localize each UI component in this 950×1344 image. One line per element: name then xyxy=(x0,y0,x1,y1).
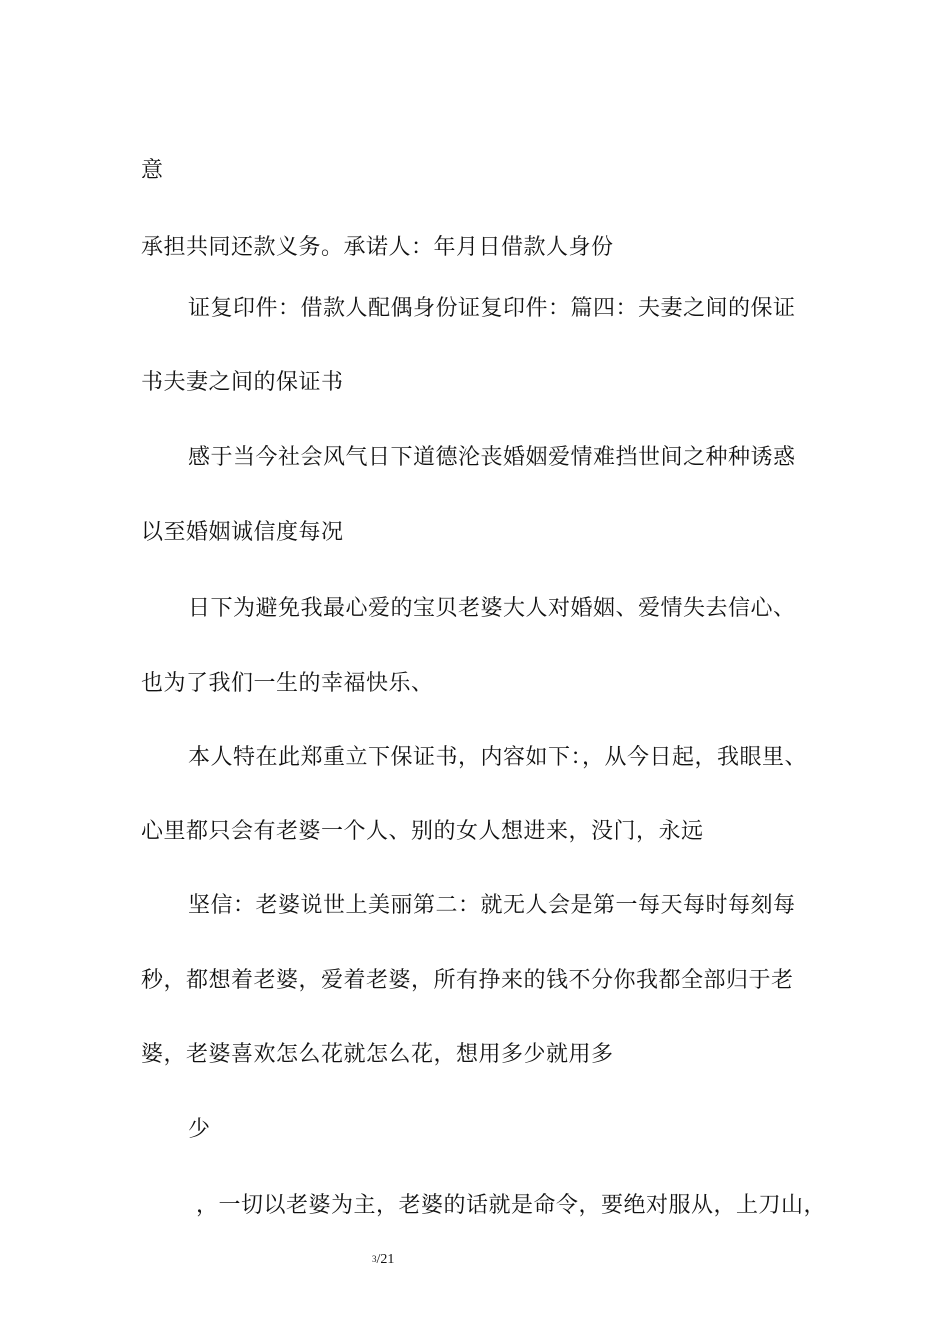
text-line: 婆，老婆喜欢怎么花就怎么花，想用多少就用多 xyxy=(141,1042,614,1067)
text-line: 少 xyxy=(188,1117,211,1142)
text-line: 感于当今社会风气日下道德沦丧婚姻爱情难挡世间之种种诱惑 xyxy=(188,445,796,470)
text-line: 坚信：老婆说世上美丽第二：就无人会是第一每天每时每刻每 xyxy=(188,893,796,918)
text-line: 本人特在此郑重立下保证书，内容如下：，从今日起，我眼里、 xyxy=(188,745,808,770)
text-line: 心里都只会有老婆一个人、别的女人想进来，没门，永远 xyxy=(141,819,704,844)
text-line: 以至婚姻诚信度每况 xyxy=(141,520,344,545)
text-line: 也为了我们一生的幸福快乐、 xyxy=(141,671,434,696)
text-line: 承担共同还款义务。承诺人：年月日借款人身份 xyxy=(141,235,614,260)
text-line: 书夫妻之间的保证书 xyxy=(141,370,344,395)
page-number-current: 3 xyxy=(372,1254,377,1264)
page-number-total: /21 xyxy=(376,1252,395,1267)
text-line: 秒，都想着老婆，爱着老婆，所有挣来的钱不分你我都全部归于老 xyxy=(141,968,794,993)
text-line: ，一切以老婆为主，老婆的话就是命令，要绝对服从，上刀山， xyxy=(196,1193,827,1218)
text-line: 证复印件：借款人配偶身份证复印件：篇四：夫妻之间的保证 xyxy=(188,296,796,321)
text-line: 日下为避免我最心爱的宝贝老婆大人对婚姻、爱情失去信心、 xyxy=(188,596,796,621)
page-number xyxy=(372,1252,394,1268)
text-line: 意 xyxy=(141,158,164,183)
